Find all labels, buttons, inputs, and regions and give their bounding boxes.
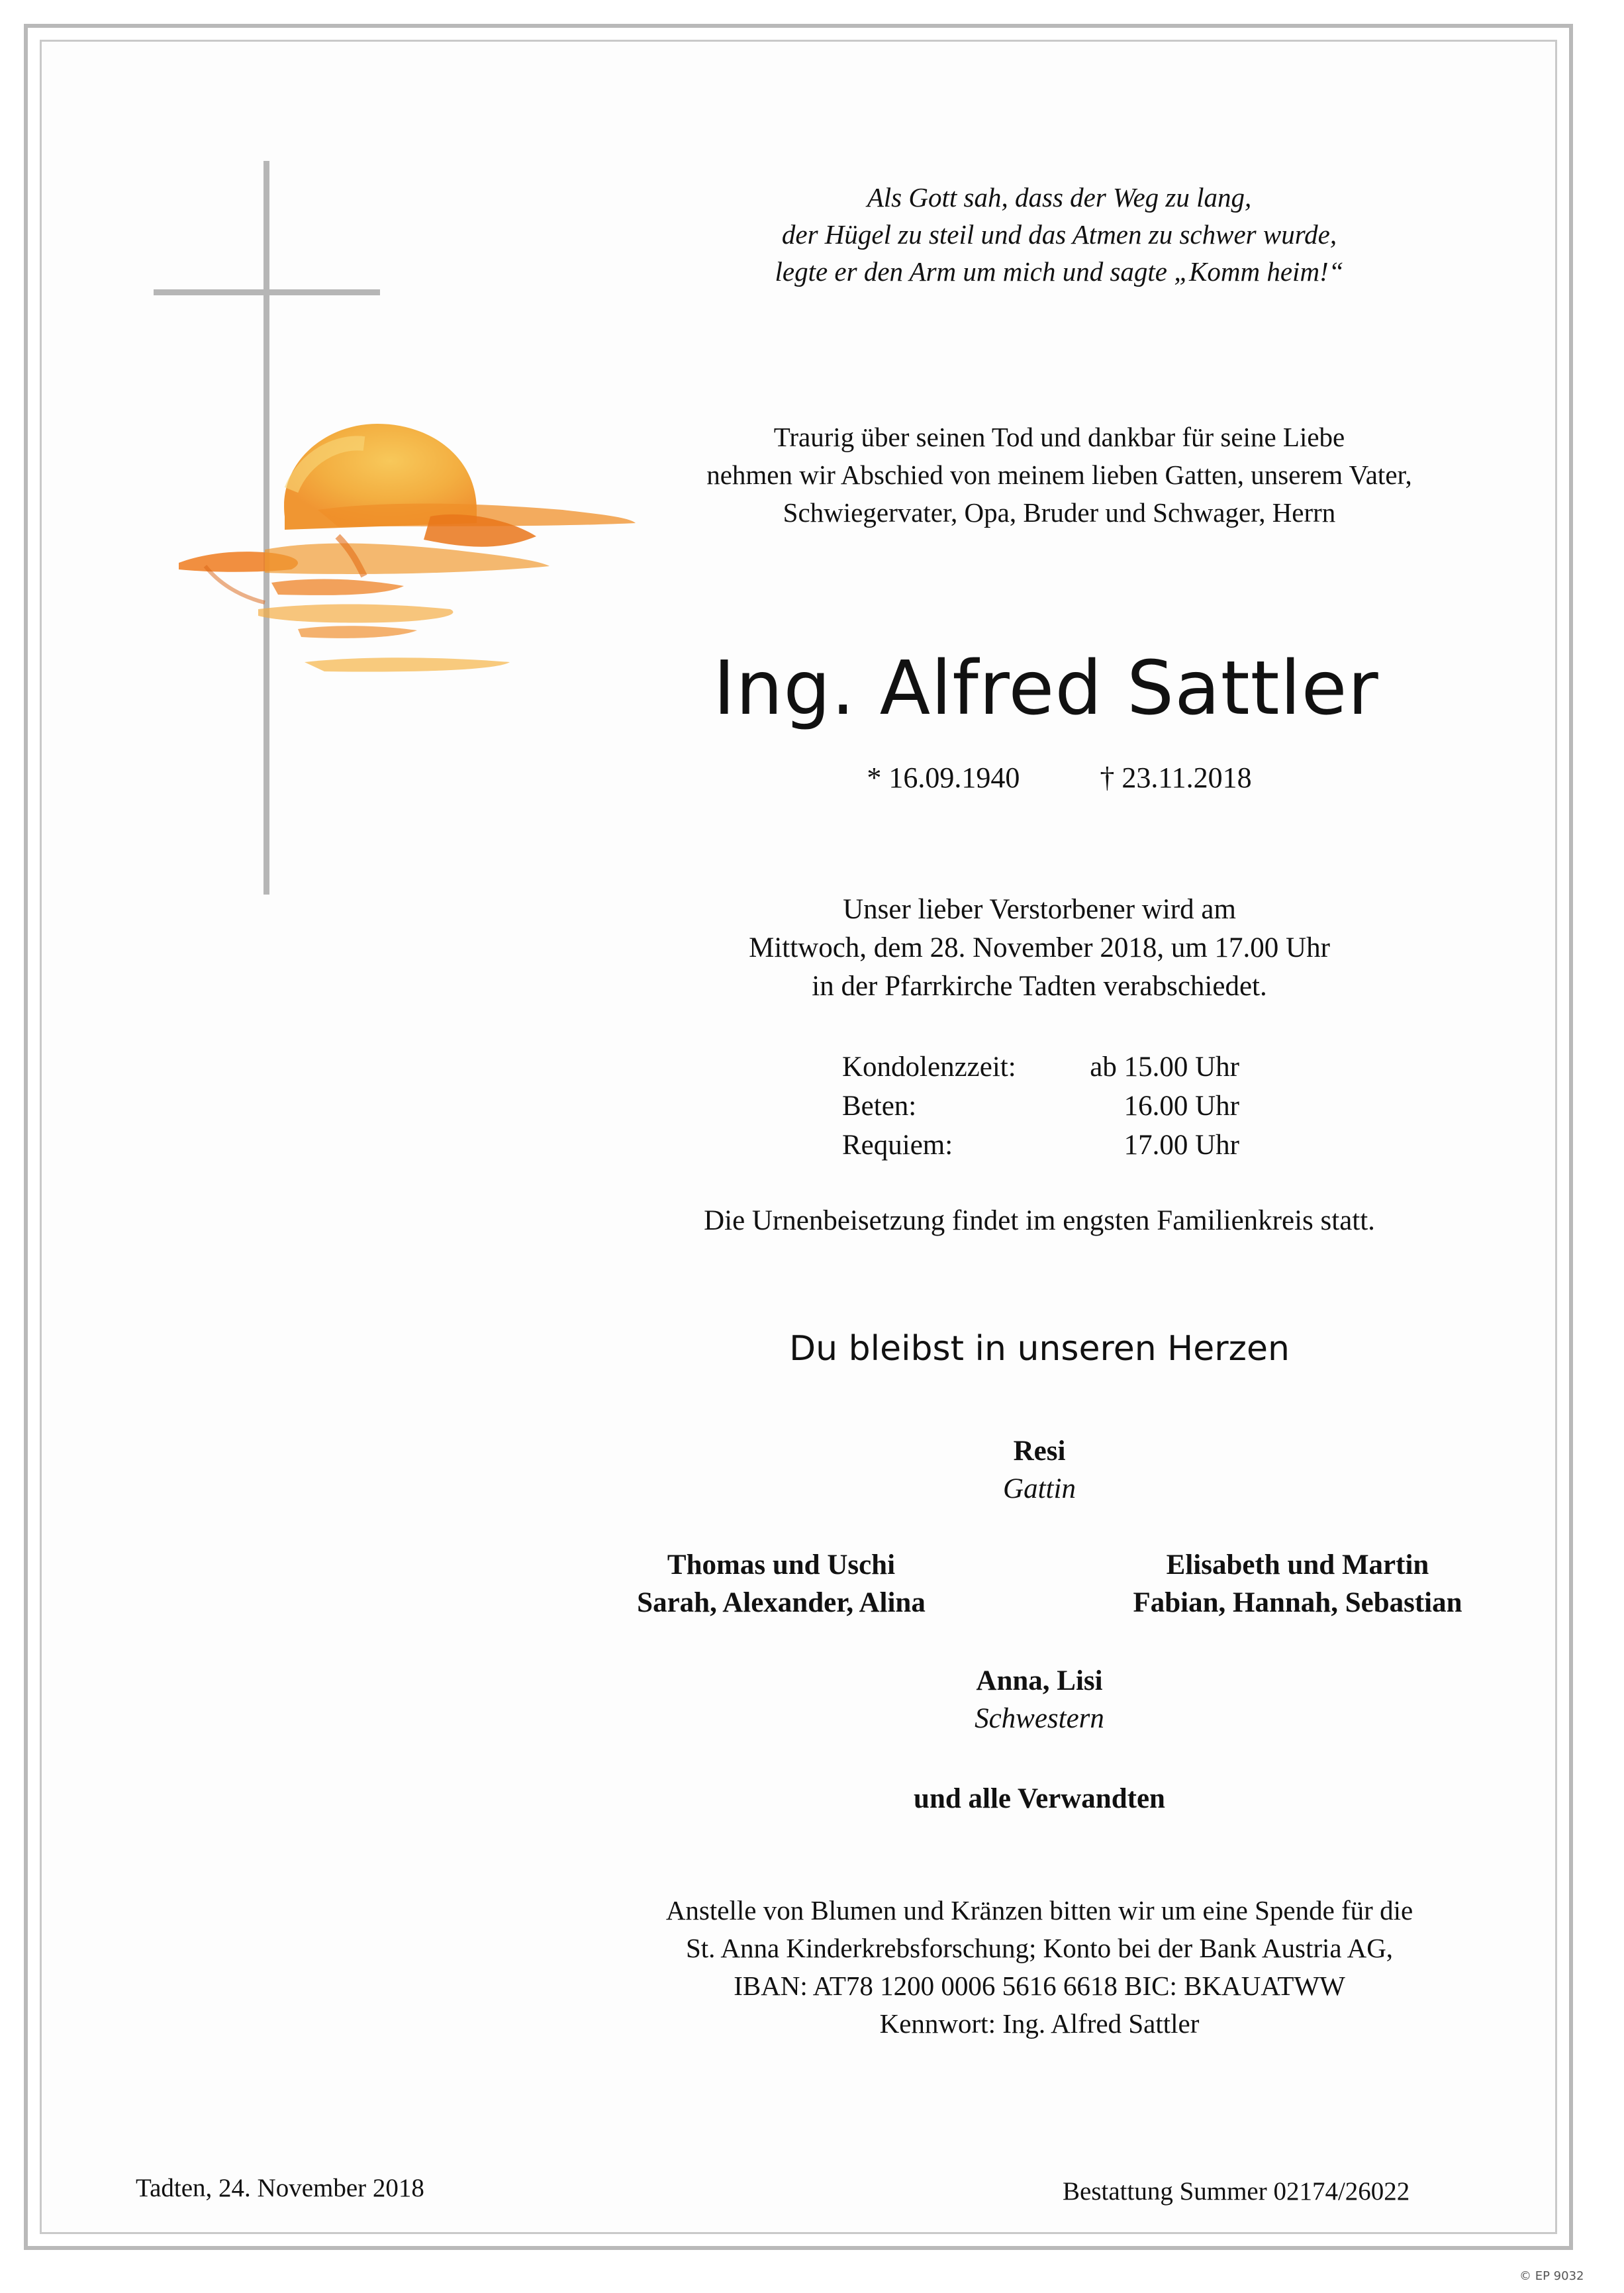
poem-line: Als Gott sah, dass der Weg zu lang, xyxy=(867,182,1252,213)
intro-line: Traurig über seinen Tod und dankbar für seine Liebe xyxy=(773,422,1345,452)
mourner-name: Thomas und Uschi xyxy=(667,1549,896,1581)
donation-line: Kennwort: Ing. Alfred Sattler xyxy=(879,2008,1200,2039)
donation-line: St. Anna Kinderkrebsforschung; Konto bei der Bank Austria AG, xyxy=(685,1933,1394,1963)
ceremony-line: in der Pfarrkirche Tadten verabschiedet. xyxy=(812,971,1267,1002)
mourner-name: Anna, Lisi xyxy=(976,1665,1103,1696)
birth-date: * 16.09.1940 xyxy=(867,761,1020,794)
mourner-wife xyxy=(907,1432,1172,1508)
intro-line: Schwiegervater, Opa, Bruder und Schwager, Herrn xyxy=(783,497,1336,528)
donation-note xyxy=(549,1892,1529,2043)
donation-line: Anstelle von Blumen und Kränzen bitten wir um eine Spende für die xyxy=(665,1895,1413,1926)
schedule-table xyxy=(842,1048,1239,1165)
deceased-name: Ing. Alfred Sattler xyxy=(713,646,1379,732)
schedule-label: Requiem: xyxy=(842,1130,953,1161)
intro-line: nehmen wir Abschied von meinem lieben Gatten, unserem Vater, xyxy=(706,460,1412,490)
mourner-name: und alle Verwandten xyxy=(914,1783,1165,1814)
mourner-grandchildren: Sarah, Alexander, Alina xyxy=(637,1587,926,1618)
poem xyxy=(569,179,1549,290)
schedule-value: 17.00 Uhr xyxy=(1123,1130,1239,1161)
ceremony-line: Unser lieber Verstorbener wird am xyxy=(843,894,1236,925)
place-date: Tadten, 24. November 2018 xyxy=(136,2174,424,2202)
mourner-grandchildren: Fabian, Hannah, Sebastian xyxy=(1133,1587,1462,1618)
urn-note: Die Urnenbeisetzung findet im engsten Familienkreis statt. xyxy=(704,1205,1375,1236)
schedule-row xyxy=(842,1087,1239,1126)
schedule-label: Kondolenzzeit: xyxy=(842,1051,1016,1083)
life-dates xyxy=(569,758,1549,798)
schedule-label: Beten: xyxy=(842,1091,917,1122)
memory-line: Du bleibst in unseren Herzen xyxy=(789,1329,1290,1369)
poem-line: legte er den Arm um mich und sagte „Komm heim!“ xyxy=(775,256,1344,287)
ceremony-info xyxy=(549,891,1529,1006)
mourner-family-1 xyxy=(563,1546,1000,1622)
undertaker-contact: Bestattung Summer 02174/26022 xyxy=(1063,2177,1410,2206)
donation-line: IBAN: AT78 1200 0006 5616 6618 BIC: BKAUATWW xyxy=(734,1971,1345,2001)
schedule-value: ab 15.00 Uhr xyxy=(1090,1051,1239,1083)
cross-bar xyxy=(154,289,380,295)
schedule-row xyxy=(842,1048,1239,1087)
mourner-name: Resi xyxy=(1013,1436,1066,1467)
mourner-role: Gattin xyxy=(1003,1473,1076,1504)
mourner-role: Schwestern xyxy=(975,1703,1104,1734)
mourner-name: Elisabeth und Martin xyxy=(1166,1549,1429,1581)
intro-text xyxy=(569,418,1549,532)
print-code: © EP 9032 xyxy=(1519,2269,1584,2283)
ceremony-line: Mittwoch, dem 28. November 2018, um 17.00 Uhr xyxy=(749,932,1330,963)
schedule-value: 16.00 Uhr xyxy=(1123,1091,1239,1122)
schedule-row xyxy=(842,1126,1239,1165)
mourner-relatives xyxy=(841,1780,1238,1818)
death-date: † 23.11.2018 xyxy=(1100,761,1252,794)
poem-line: der Hügel zu steil und das Atmen zu schwer wurde, xyxy=(781,219,1337,250)
mourner-family-2 xyxy=(1066,1546,1529,1622)
mourner-sisters xyxy=(907,1662,1172,1737)
